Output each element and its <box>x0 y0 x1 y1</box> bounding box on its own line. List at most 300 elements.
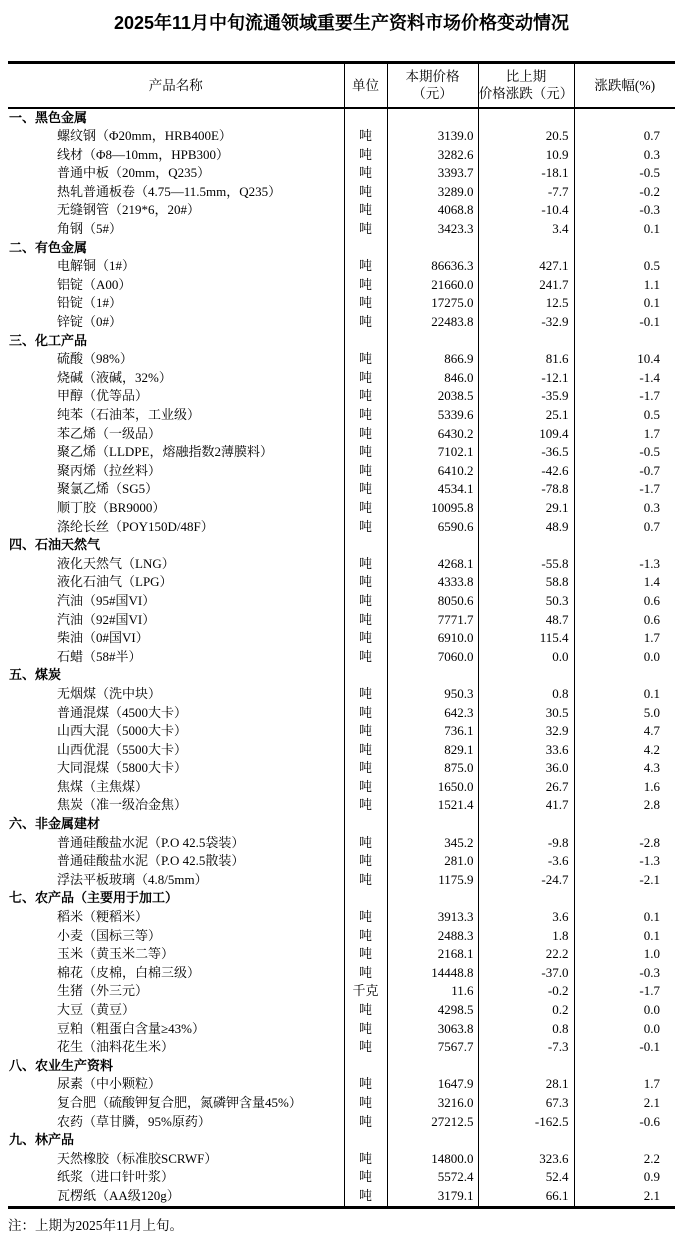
unit-cell: 吨 <box>344 1150 387 1169</box>
unit-cell: 吨 <box>344 555 387 574</box>
price-cell: 950.3 <box>387 685 478 704</box>
unit-cell <box>344 1057 387 1076</box>
product-name-cell: 锌锭（0#） <box>57 314 123 330</box>
price-cell: 22483.8 <box>387 313 478 332</box>
pct-cell: 1.1 <box>574 276 675 295</box>
pct-cell: 2.1 <box>574 1094 675 1113</box>
product-row <box>8 871 675 890</box>
product-row <box>8 257 675 276</box>
price-cell: 1521.4 <box>387 796 478 815</box>
change-cell: -78.8 <box>478 480 574 499</box>
product-row <box>8 1150 675 1169</box>
unit-cell: 千克 <box>344 982 387 1001</box>
product-name-cell: 尿素（中小颗粒） <box>57 1076 162 1092</box>
unit-cell: 吨 <box>344 648 387 667</box>
product-row <box>8 555 675 574</box>
unit-cell <box>344 1131 387 1150</box>
header-product-name: 产品名称 <box>8 63 344 108</box>
pct-cell: 0.9 <box>574 1168 675 1187</box>
product-row <box>8 462 675 481</box>
price-cell: 846.0 <box>387 369 478 388</box>
unit-cell: 吨 <box>344 927 387 946</box>
product-name-cell: 苯乙烯（一级品） <box>57 425 162 441</box>
product-row <box>8 164 675 183</box>
price-cell: 3139.0 <box>387 127 478 146</box>
change-cell: -37.0 <box>478 964 574 983</box>
price-cell: 11.6 <box>387 982 478 1001</box>
product-row <box>8 1187 675 1207</box>
product-name-cell: 铅锭（1#） <box>57 295 123 311</box>
price-cell: 4534.1 <box>387 480 478 499</box>
price-cell <box>387 889 478 908</box>
pct-cell <box>574 815 675 834</box>
price-cell: 3063.8 <box>387 1020 478 1039</box>
change-cell: -10.4 <box>478 201 574 220</box>
unit-cell <box>344 666 387 685</box>
header-price-change-line2: 价格涨跌（元） <box>478 86 574 102</box>
price-cell: 345.2 <box>387 834 478 853</box>
pct-cell: 0.3 <box>574 499 675 518</box>
pct-cell: 0.1 <box>574 220 675 239</box>
unit-cell: 吨 <box>344 796 387 815</box>
product-name-cell: 小麦（国标三等） <box>57 927 162 943</box>
pct-cell <box>574 332 675 351</box>
product-row <box>8 796 675 815</box>
pct-cell: 1.4 <box>574 573 675 592</box>
product-name-cell: 纯苯（石油苯，工业级） <box>57 407 201 422</box>
product-name-cell: 农药（草甘膦，95%原药） <box>57 1113 211 1129</box>
price-cell: 14448.8 <box>387 964 478 983</box>
product-row <box>8 369 675 388</box>
product-row <box>8 480 675 499</box>
price-cell: 7060.0 <box>387 648 478 667</box>
price-cell <box>387 332 478 351</box>
change-cell <box>478 1131 574 1150</box>
unit-cell: 吨 <box>344 611 387 630</box>
pct-cell <box>574 239 675 258</box>
price-cell: 1650.0 <box>387 778 478 797</box>
unit-cell <box>344 815 387 834</box>
unit-cell: 吨 <box>344 518 387 537</box>
price-cell: 27212.5 <box>387 1113 478 1132</box>
price-cell: 14800.0 <box>387 1150 478 1169</box>
header-change-pct: 涨跌幅(%) <box>574 63 675 108</box>
unit-cell: 吨 <box>344 146 387 165</box>
change-cell <box>478 666 574 685</box>
change-cell: -36.5 <box>478 443 574 462</box>
pct-cell: 0.7 <box>574 518 675 537</box>
change-cell <box>478 815 574 834</box>
change-cell <box>478 536 574 555</box>
pct-cell: -0.2 <box>574 183 675 202</box>
price-cell: 5339.6 <box>387 406 478 425</box>
section-row <box>8 815 675 834</box>
pct-cell <box>574 1131 675 1150</box>
change-cell: -42.6 <box>478 462 574 481</box>
price-cell: 875.0 <box>387 759 478 778</box>
price-cell: 4333.8 <box>387 573 478 592</box>
price-cell: 1647.9 <box>387 1075 478 1094</box>
pct-cell: -0.1 <box>574 313 675 332</box>
pct-cell: 2.8 <box>574 796 675 815</box>
change-cell: -12.1 <box>478 369 574 388</box>
price-cell <box>387 815 478 834</box>
unit-cell: 吨 <box>344 722 387 741</box>
pct-cell <box>574 108 675 128</box>
pct-cell: 1.7 <box>574 425 675 444</box>
product-name-cell: 柴油（0#国VI） <box>57 630 149 646</box>
change-cell: 22.2 <box>478 945 574 964</box>
change-cell: 3.6 <box>478 908 574 927</box>
unit-cell: 吨 <box>344 462 387 481</box>
product-name-cell: 汽油（92#国VI） <box>57 611 156 627</box>
price-cell: 281.0 <box>387 852 478 871</box>
pct-cell: 4.3 <box>574 759 675 778</box>
change-cell: 52.4 <box>478 1168 574 1187</box>
price-cell: 4068.8 <box>387 201 478 220</box>
pct-cell: 0.6 <box>574 592 675 611</box>
unit-cell: 吨 <box>344 908 387 927</box>
price-cell: 866.9 <box>387 350 478 369</box>
price-cell: 3423.3 <box>387 220 478 239</box>
change-cell: 427.1 <box>478 257 574 276</box>
pct-cell: -0.3 <box>574 201 675 220</box>
product-name-cell: 聚乙烯（LLDPE，熔融指数2薄膜料） <box>57 444 273 460</box>
price-cell: 1175.9 <box>387 871 478 890</box>
change-cell: 0.8 <box>478 685 574 704</box>
price-cell: 7771.7 <box>387 611 478 630</box>
section-row <box>8 332 675 351</box>
change-cell: 115.4 <box>478 629 574 648</box>
unit-cell: 吨 <box>344 276 387 295</box>
pct-cell: 2.2 <box>574 1150 675 1169</box>
change-cell: 1.8 <box>478 927 574 946</box>
unit-cell: 吨 <box>344 852 387 871</box>
price-cell: 3913.3 <box>387 908 478 927</box>
product-row <box>8 183 675 202</box>
unit-cell: 吨 <box>344 443 387 462</box>
unit-cell: 吨 <box>344 1113 387 1132</box>
price-cell: 642.3 <box>387 704 478 723</box>
product-name-cell: 液化石油气（LPG） <box>57 574 173 590</box>
product-row <box>8 220 675 239</box>
product-row <box>8 852 675 871</box>
unit-cell: 吨 <box>344 741 387 760</box>
pct-cell: 0.1 <box>574 685 675 704</box>
product-name-cell: 普通中板（20mm，Q235） <box>57 165 211 181</box>
price-cell <box>387 1057 478 1076</box>
section-label-cell: 三、化工产品 <box>9 332 88 348</box>
product-row <box>8 201 675 220</box>
unit-cell: 吨 <box>344 1168 387 1187</box>
product-name-cell: 液化天然气（LNG） <box>57 555 175 571</box>
pct-cell: -2.8 <box>574 834 675 853</box>
change-cell: 109.4 <box>478 425 574 444</box>
product-name-cell: 无烟煤（洗中块） <box>57 685 162 701</box>
product-name-cell: 聚丙烯（拉丝料） <box>57 462 162 478</box>
price-cell: 3393.7 <box>387 164 478 183</box>
price-table <box>8 61 675 1209</box>
product-name-cell: 涤纶长丝（POY150D/48F） <box>57 518 214 534</box>
product-name-cell: 硫酸（98%） <box>57 351 133 367</box>
change-cell: -18.1 <box>478 164 574 183</box>
product-name-cell: 花生（油料花生米） <box>57 1039 175 1055</box>
price-cell: 21660.0 <box>387 276 478 295</box>
product-row <box>8 908 675 927</box>
change-cell: 241.7 <box>478 276 574 295</box>
change-cell: -7.7 <box>478 183 574 202</box>
pct-cell: 1.7 <box>574 1075 675 1094</box>
price-cell <box>387 1131 478 1150</box>
change-cell: 0.8 <box>478 1020 574 1039</box>
product-row <box>8 350 675 369</box>
pct-cell: -1.7 <box>574 480 675 499</box>
price-cell <box>387 239 478 258</box>
product-name-cell: 大豆（黄豆） <box>57 1002 136 1017</box>
price-cell: 6590.6 <box>387 518 478 537</box>
product-row <box>8 685 675 704</box>
price-cell <box>387 666 478 685</box>
product-name-cell: 石蜡（58#半） <box>57 648 142 664</box>
price-cell: 7102.1 <box>387 443 478 462</box>
pct-cell: -1.7 <box>574 982 675 1001</box>
change-cell: 33.6 <box>478 741 574 760</box>
product-name-cell: 普通硅酸盐水泥（P.O 42.5散装） <box>57 853 245 869</box>
price-cell: 3216.0 <box>387 1094 478 1113</box>
pct-cell: 0.5 <box>574 257 675 276</box>
product-row <box>8 1113 675 1132</box>
product-name-cell: 棉花（皮棉，白棉三级） <box>57 964 201 980</box>
pct-cell: 0.6 <box>574 611 675 630</box>
change-cell: 41.7 <box>478 796 574 815</box>
unit-cell: 吨 <box>344 127 387 146</box>
price-cell: 6410.2 <box>387 462 478 481</box>
change-cell: -9.8 <box>478 834 574 853</box>
pct-cell: -0.3 <box>574 964 675 983</box>
change-cell: 323.6 <box>478 1150 574 1169</box>
product-row <box>8 1001 675 1020</box>
change-cell: 67.3 <box>478 1094 574 1113</box>
product-row <box>8 1020 675 1039</box>
unit-cell: 吨 <box>344 685 387 704</box>
product-row <box>8 834 675 853</box>
pct-cell: -1.4 <box>574 369 675 388</box>
change-cell: -24.7 <box>478 871 574 890</box>
product-name-cell: 复合肥（硫酸钾复合肥，氮磷钾含量45%） <box>57 1094 302 1110</box>
change-cell: -32.9 <box>478 313 574 332</box>
unit-cell: 吨 <box>344 183 387 202</box>
header-row <box>8 63 675 108</box>
change-cell: 0.0 <box>478 648 574 667</box>
price-cell: 4268.1 <box>387 555 478 574</box>
unit-cell: 吨 <box>344 759 387 778</box>
product-name-cell: 电解铜（1#） <box>57 258 136 274</box>
change-cell: -3.6 <box>478 852 574 871</box>
product-row <box>8 778 675 797</box>
unit-cell: 吨 <box>344 964 387 983</box>
change-cell: 48.9 <box>478 518 574 537</box>
change-cell: 10.9 <box>478 146 574 165</box>
product-name-cell: 焦炭（准一级冶金焦） <box>57 797 188 813</box>
header-current-price <box>387 63 478 108</box>
unit-cell: 吨 <box>344 387 387 406</box>
unit-cell <box>344 239 387 258</box>
change-cell: 48.7 <box>478 611 574 630</box>
product-name-cell: 铝锭（A00） <box>57 276 132 292</box>
pct-cell: 10.4 <box>574 350 675 369</box>
pct-cell: 4.7 <box>574 722 675 741</box>
section-row <box>8 889 675 908</box>
unit-cell: 吨 <box>344 592 387 611</box>
header-unit: 单位 <box>344 63 387 108</box>
product-name-cell: 纸浆（进口针叶浆） <box>57 1169 175 1185</box>
change-cell: 26.7 <box>478 778 574 797</box>
pct-cell: 0.0 <box>574 1020 675 1039</box>
section-label-cell: 二、有色金属 <box>9 239 88 255</box>
pct-cell: -1.7 <box>574 387 675 406</box>
pct-cell: -1.3 <box>574 555 675 574</box>
product-name-cell: 甲醇（优等品） <box>57 388 149 404</box>
pct-cell: -0.7 <box>574 462 675 481</box>
pct-cell: 4.2 <box>574 741 675 760</box>
unit-cell: 吨 <box>344 369 387 388</box>
unit-cell <box>344 889 387 908</box>
price-cell: 17275.0 <box>387 294 478 313</box>
product-row <box>8 276 675 295</box>
unit-cell: 吨 <box>344 313 387 332</box>
change-cell: -162.5 <box>478 1113 574 1132</box>
change-cell: 29.1 <box>478 499 574 518</box>
product-row <box>8 704 675 723</box>
unit-cell: 吨 <box>344 480 387 499</box>
product-row <box>8 443 675 462</box>
change-cell: 81.6 <box>478 350 574 369</box>
change-cell: 28.1 <box>478 1075 574 1094</box>
product-row <box>8 648 675 667</box>
change-cell: 58.8 <box>478 573 574 592</box>
pct-cell <box>574 889 675 908</box>
unit-cell <box>344 332 387 351</box>
change-cell <box>478 1057 574 1076</box>
product-row <box>8 425 675 444</box>
unit-cell: 吨 <box>344 834 387 853</box>
change-cell: 20.5 <box>478 127 574 146</box>
section-label-cell: 八、农业生产资料 <box>9 1057 114 1073</box>
unit-cell: 吨 <box>344 406 387 425</box>
product-name-cell: 瓦楞纸（AA级120g） <box>57 1187 180 1203</box>
section-row <box>8 108 675 128</box>
header-current-price-line2: （元） <box>412 86 453 102</box>
product-row <box>8 387 675 406</box>
price-cell: 2488.3 <box>387 927 478 946</box>
pct-cell: 0.1 <box>574 294 675 313</box>
header-price-change <box>478 63 574 108</box>
price-cell: 3179.1 <box>387 1187 478 1207</box>
footnote: 注：上期为2025年11月上旬。 <box>8 1217 183 1233</box>
pct-cell: -0.5 <box>574 164 675 183</box>
product-row <box>8 982 675 1001</box>
unit-cell: 吨 <box>344 499 387 518</box>
product-name-cell: 顺丁胶（BR9000） <box>57 499 166 515</box>
price-cell: 5572.4 <box>387 1168 478 1187</box>
product-row <box>8 722 675 741</box>
pct-cell: 0.1 <box>574 908 675 927</box>
section-row <box>8 239 675 258</box>
change-cell: 30.5 <box>478 704 574 723</box>
unit-cell: 吨 <box>344 1020 387 1039</box>
change-cell <box>478 108 574 128</box>
unit-cell: 吨 <box>344 220 387 239</box>
section-row <box>8 1131 675 1150</box>
section-label-cell: 六、非金属建材 <box>9 816 101 832</box>
pct-cell: 0.5 <box>574 406 675 425</box>
price-cell: 86636.3 <box>387 257 478 276</box>
unit-cell: 吨 <box>344 629 387 648</box>
product-name-cell: 稻米（粳稻米） <box>57 909 149 925</box>
section-label-cell: 七、农产品（主要用于加工） <box>9 890 179 906</box>
unit-cell: 吨 <box>344 425 387 444</box>
product-name-cell: 大同混煤（5800大卡） <box>57 760 188 776</box>
product-row <box>8 592 675 611</box>
product-name-cell: 焦煤（主焦煤） <box>57 778 149 794</box>
unit-cell: 吨 <box>344 573 387 592</box>
unit-cell: 吨 <box>344 704 387 723</box>
product-row <box>8 518 675 537</box>
product-row <box>8 611 675 630</box>
change-cell <box>478 239 574 258</box>
pct-cell: -1.3 <box>574 852 675 871</box>
unit-cell: 吨 <box>344 1001 387 1020</box>
product-name-cell: 线材（Φ8—10mm，HPB300） <box>57 146 230 162</box>
unit-cell: 吨 <box>344 350 387 369</box>
pct-cell: 1.0 <box>574 945 675 964</box>
unit-cell: 吨 <box>344 778 387 797</box>
section-label-cell: 九、林产品 <box>9 1132 75 1148</box>
change-cell: 32.9 <box>478 722 574 741</box>
product-row <box>8 945 675 964</box>
section-label-cell: 四、石油天然气 <box>9 537 101 553</box>
product-row <box>8 629 675 648</box>
pct-cell <box>574 536 675 555</box>
change-cell <box>478 889 574 908</box>
product-row <box>8 406 675 425</box>
price-cell: 4298.5 <box>387 1001 478 1020</box>
pct-cell: -0.1 <box>574 1038 675 1057</box>
price-cell: 3289.0 <box>387 183 478 202</box>
product-name-cell: 生猪（外三元） <box>57 983 149 999</box>
unit-cell: 吨 <box>344 164 387 183</box>
change-cell <box>478 332 574 351</box>
pct-cell: 2.1 <box>574 1187 675 1207</box>
product-name-cell: 聚氯乙烯（SG5） <box>57 481 159 497</box>
product-row <box>8 1038 675 1057</box>
product-row <box>8 127 675 146</box>
product-name-cell: 螺纹钢（Φ20mm，HRB400E） <box>57 128 232 144</box>
unit-cell: 吨 <box>344 1094 387 1113</box>
product-row <box>8 573 675 592</box>
pct-cell: -2.1 <box>574 871 675 890</box>
change-cell: 36.0 <box>478 759 574 778</box>
unit-cell: 吨 <box>344 871 387 890</box>
product-name-cell: 天然橡胶（标准胶SCRWF） <box>57 1150 218 1166</box>
change-cell: 0.2 <box>478 1001 574 1020</box>
product-row <box>8 759 675 778</box>
pct-cell: 0.1 <box>574 927 675 946</box>
price-cell <box>387 536 478 555</box>
price-cell: 6430.2 <box>387 425 478 444</box>
product-row <box>8 499 675 518</box>
price-cell: 829.1 <box>387 741 478 760</box>
